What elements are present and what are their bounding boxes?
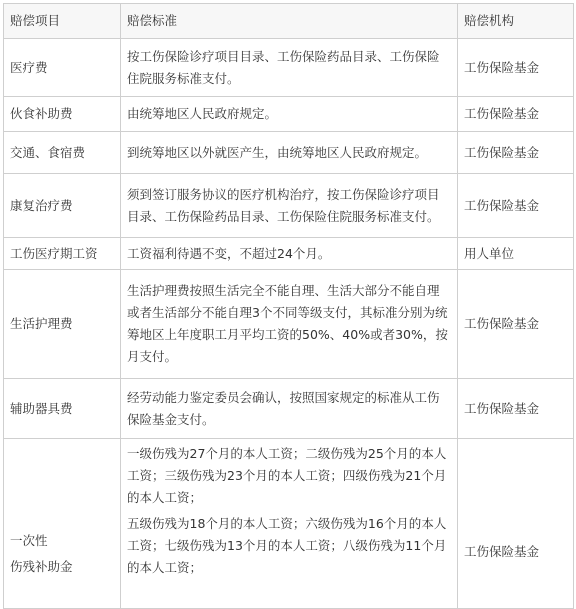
- standard-cell: [121, 132, 458, 174]
- table-row: [4, 174, 574, 238]
- item-line: 伤残补助金: [10, 558, 73, 574]
- item-cell: 伙食补助费: [4, 97, 121, 132]
- standard-cell: [121, 439, 458, 609]
- table-row: [4, 132, 574, 174]
- item-cell: [4, 439, 121, 609]
- table-row: [4, 238, 574, 270]
- table-row: [4, 439, 574, 609]
- header-agency: 赔偿机构: [458, 4, 574, 39]
- agency-cell: 工伤保险基金: [458, 39, 574, 97]
- agency-cell: 工伤保险基金: [458, 270, 574, 379]
- compensation-table: [3, 3, 574, 609]
- agency-cell: 工伤保险基金: [458, 174, 574, 238]
- table-row: [4, 97, 574, 132]
- header-standard: 赔偿标准: [121, 4, 458, 39]
- standard-text: 须到签订服务协议的医疗机构治疗，按工伤保险诊疗项目目录、工伤保险药品目录、工伤保险住院服务标准支付。: [127, 186, 440, 224]
- standard-text: 到统筹地区以外就医产生，由统筹地区人民政府规定。: [127, 144, 428, 160]
- standard-cell: [121, 379, 458, 439]
- table-header-row: [4, 4, 574, 39]
- standard-cell: [121, 238, 458, 270]
- agency-cell: 工伤保险基金: [458, 439, 574, 609]
- standard-text: 由统筹地区人民政府规定。: [127, 106, 278, 121]
- agency-cell: 用人单位: [458, 238, 574, 270]
- standard-text: 五级伤残为18个月的本人工资；六级伤残为16个月的本人工资；七级伤残为13个月的本人工资；八级伤残为11个月的本人工资；: [127, 516, 447, 575]
- item-cell: 康复治疗费: [4, 174, 121, 238]
- table-row: [4, 379, 574, 439]
- agency-cell: 工伤保险基金: [458, 379, 574, 439]
- agency-cell: 工伤保险基金: [458, 132, 574, 174]
- table-row: [4, 270, 574, 379]
- item-cell: 医疗费: [4, 39, 121, 97]
- item-cell: 交通、食宿费: [4, 132, 121, 174]
- standard-text: 生活护理费按照生活完全不能自理、生活大部分不能自理或者生活部分不能自理3个不同等级支付，其标准分别为统筹地区上年度职工月平均工资的50%、40%或者30%，按月支付。: [127, 283, 448, 364]
- table-row: [4, 39, 574, 97]
- header-item: 赔偿项目: [4, 4, 121, 39]
- standard-text: 按工伤保险诊疗项目目录、工伤保险药品目录、工伤保险住院服务标准支付。: [127, 48, 440, 86]
- standard-text: 经劳动能力鉴定委员会确认，按照国家规定的标准从工伤保险基金支付。: [127, 389, 440, 427]
- standard-cell: [121, 97, 458, 132]
- item-line: 一次性: [10, 532, 48, 548]
- item-cell: 辅助器具费: [4, 379, 121, 439]
- item-cell: 工伤医疗期工资: [4, 238, 121, 270]
- item-cell: 生活护理费: [4, 270, 121, 379]
- standard-cell: [121, 39, 458, 97]
- agency-cell: 工伤保险基金: [458, 97, 574, 132]
- standard-cell: [121, 174, 458, 238]
- standard-text: 一级伤残为27个月的本人工资；二级伤残为25个月的本人工资；三级伤残为23个月的本人工资；四级伤残为21个月的本人工资；: [127, 446, 447, 505]
- standard-text: 工资福利待遇不变，不超过24个月。: [127, 245, 331, 261]
- standard-cell: [121, 270, 458, 379]
